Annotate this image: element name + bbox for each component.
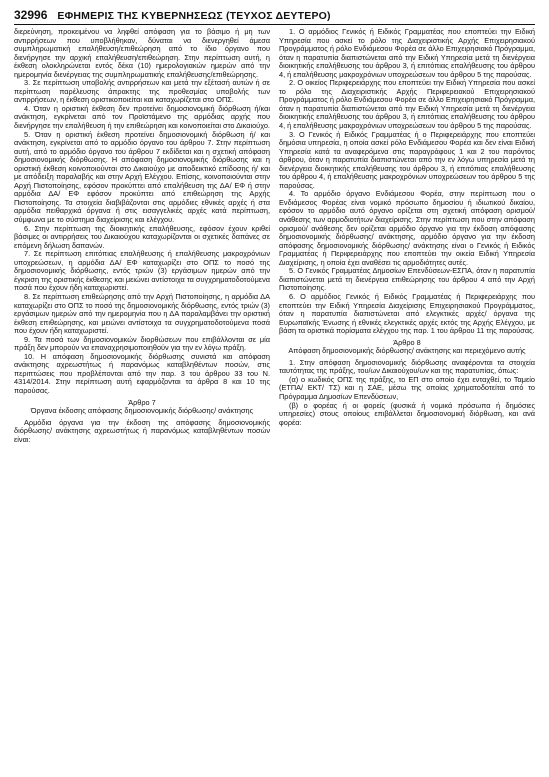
article-title: Απόφαση δημοσιονομικής διόρθωσης/ ανάκτησης και περιεχόμενο αυτής	[288, 346, 526, 356]
page-header	[14, 6, 535, 25]
paragraph: (α) ο κωδικός ΟΠΣ της πράξης, το ΕΠ στο οποίο έχει ενταχθεί, το Ταμείο (ΕΤΠΑ/ ΕΚΤ/ ΤΣ) και η ΣΑΕ, μέσω της οποίας χρηματοδοτείται από το Πρόγραμμα Δημοσίων Επενδύσεων,	[279, 374, 535, 401]
paragraph: 4. Όταν η οριστική έκθεση δεν προτείνει δημοσιονομική διόρθωση ή/και ανάκτηση, εγκρίνεται από τον Προϊστάμενο της αρμόδιας αρχής που διενήργησε την επαλήθευση ή την επιθεώρηση και κοινοποιείται στο Δικαιούχο.	[14, 103, 270, 131]
paragraph: 4. Το αρμόδιο όργανο Ενδιάμεσου Φορέα, στην περίπτωση που ο Ενδιάμεσος Φορέας είναι νομικό πρόσωπο δημοσίου ή ιδιωτικού δικαίου, εφόσον το αρμόδιο αυτό όργανο ορίζεται στη σχετική απόφαση ορισμού/ ανάθεσης των αρμοδιοτήτων διαχείρισης. Στην περίπτωση που στην απόφαση ορισμού/ ανάθεσης δεν ορίζεται αρμόδιο όργανο για την έκδοση απόφασης δημοσιονομικής διόρθωσης/ ανάκτησης, αρμόδιο όργανο για την έκδοση απόφασης δημοσιονομικής διόρθωσης/ ανάκτησης είναι ο Γενικός ή Ειδικός Γραμματέας ή Περιφερειάρχης που εποπτεύει την οικεία Ειδική Υπηρεσία Διαχείρισης, η οποία έχει αναθέσει τις αρμοδιότητες αυτές.	[279, 189, 535, 267]
paragraph: 1. Ο αρμόδιος Γενικός ή Ειδικός Γραμματέας που εποπτεύει την Ειδική Υπηρεσία που ασκεί το ρόλο της Διαχειριστικής Αρχής Επιχειρησιακού Προγράμματος ή ρόλο Ενδιάμεσου Φορέα σε άλλο Επιχειρησιακό Πρόγραμμα, όταν η παρατυπία διαπιστώνεται από την Ειδική Υπηρεσία μετά τη διενέργεια διοικητικής επαλήθευσης του άρθρου 3, ή επιτόπιας επαλήθευσης του άρθρου 4, ή επαλήθευσης μακροχρόνιων υποχρεώσεων του άρθρου 5 της παρούσας.	[279, 27, 535, 79]
article-heading	[279, 339, 535, 356]
article-number: Άρθρο 8	[393, 337, 421, 347]
paragraph: 1. Στην απόφαση δημοσιονομικής διόρθωσης αναφέρονται τα στοιχεία ταυτότητας της πράξης, του/ων Δικαιούχου/ων και της παρατυπίας, όπως:	[279, 357, 535, 376]
paragraph: 5. Όταν η οριστική έκθεση προτείνει δημοσιονομική διόρθωση ή/ και ανάκτηση, εγκρίνεται από το αρμόδιο όργανο του άρθρου 7. Στην περίπτωση αυτή, από το αρμόδιο όργανο του άρθρου 7 εκδίδεται και η σχετική απόφαση δημοσιονομικής διόρθωσης. Η απόφαση δημοσιονομικής διόρθωσης και η οριστική έκθεση κοινοποιούνται στο Δικαιούχο με αποδεικτικό επίδοσης ή/ και με απόδειξη παραλαβής και στην Αρχή Ελέγχου. Επίσης, κοινοποιούνται στην Αρχή Πιστοποίησης, εφόσον προκύπτει από επαλήθευση της ΔΑ/ ΕΦ ή στην αρμόδια ΔΑ/ ΕΦ εφόσον προκύπτει από επιθεώρηση της Αρχής Πιστοποίησης. Τα στοιχεία διαβιβάζονται στις αρμόδιες εθνικές αρχές ή στα αρμόδια πειθαρχικά όργανα ή στις εισαγγελικές αρχές κατά περίπτωση, σύμφωνα με το σύστημα διαχείρισης και ελέγχου.	[14, 129, 270, 225]
paragraph: Αρμόδια όργανα για την έκδοση της απόφασης δημοσιονομικής διόρθωσης/ ανάκτησης αχρεωστήτως ή παρανόμως καταβληθέντων ποσών είναι:	[14, 417, 270, 444]
paragraph: 6. Στην περίπτωση της διοικητικής επαλήθευσης, εφόσον έχουν κριθεί βάσιμες οι αντιρρήσεις του Δικαιούχου καταχωρίζονται οι σχετικές δαπάνες σε επόμενη δήλωση δαπανών.	[14, 223, 270, 250]
paragraph: 5. Ο Γενικός Γραμματέας Δημοσίων Επενδύσεων-ΕΣΠΑ, όταν η παρατυπία διαπιστώνεται μετά τη διενέργεια επιθεώρησης του άρθρου 4 από την Αρχή Πιστοποίησης.	[279, 266, 535, 293]
left-column	[14, 28, 270, 444]
gazette-title: ΕΦΗΜΕΡΙΣ ΤΗΣ ΚΥΒΕΡΝΗΣΕΩΣ (ΤΕΥΧΟΣ ΔΕΥΤΕΡΟ)	[57, 10, 331, 22]
page-number: 32996	[14, 8, 48, 22]
paragraph: 3. Σε περίπτωση υποβολής αντιρρήσεων και μετά την εξέτασή αυτών ή σε περίπτωση παρέλευσης άπρακτης της προθεσμίας υποβολής των αντιρρήσεων, η έκθεση οριστικοποιείται και καταχωρίζεται στο ΟΠΣ.	[14, 78, 270, 105]
article-number: Άρθρο 7	[128, 397, 156, 407]
right-column	[279, 28, 535, 427]
paragraph: 2. Ο οικείος Περιφερειάρχης που εποπτεύει την Ειδική Υπηρεσία που ασκεί το ρόλο της Διαχειριστικής Αρχής Περιφερειακού Επιχειρησιακού Προγράμματος ή ρόλο Ενδιάμεσου Φορέα σε άλλο Επιχειρησιακό Πρόγραμμα, όταν η παρατυπία διαπιστώνεται από την Ειδική Υπηρεσία μετά τη διενέργεια διοικητικής επαλήθευσης του άρθρου 3, ή επιτόπιας επαλήθευσης του άρθρου 4, ή επαλήθευσης μακροχρόνιων υποχρεώσεων του άρθρου 5 της παρούσας.	[279, 78, 535, 131]
paragraph: 8. Σε περίπτωση επιθεώρησης από την Αρχή Πιστοποίησης, η αρμόδια ΔΑ καταχωρίζει στο ΟΠΣ το ποσό της δημοσιονομικής διόρθωσης, εντός τριών (3) εργάσιμων ημερών από την ημερομηνία που η ΔΑ παραλαμβάνει την οριστική έκθεση επιθεώρησης, και μειώνει αντίστοιχα τα συγχρηματοδοτούμενα ποσά που έχουν ήδη καταχωριστεί.	[14, 291, 270, 336]
paragraph: διερεύνηση, προκειμένου να ληφθεί απόφαση για το βάσιμο ή μη των αντιρρήσεων που υποβλήθηκαν, δύναται να διενεργηθεί άμεσα συμπληρωματική επαλήθευση/επιθεώρηση από το ίδιο όργανο που διενήργησε την αρχική επαλήθευση/επιθεώρηση. Στην περίπτωση αυτή, η έκθεση ολοκληρώνεται εντός δέκα (10) ημερολογιακών ημερών από την ημερομηνία διενέργειας της συμπληρωματικής επαλήθευσης/επιθεώρησης.	[14, 27, 270, 79]
paragraph: (β) ο φορέας ή οι φορείς (φυσικά ή νομικά πρόσωπα ή δημόσιες υπηρεσίες) στους οποίους επιβάλλεται δημοσιονομική διόρθωση, και ανά φορέα:	[279, 400, 535, 427]
paragraph: 10. Η απόφαση δημοσιονομικής διόρθωσης συνιστά και απόφαση ανάκτησης αχρεωστήτως ή παρανόμως καταβληθέντων ποσών, στις περιπτώσεις που προβλέπονται από την παρ. 3 του άρθρου 33 του Ν. 4314/2014. Στην περίπτωση αυτή εφαρμόζονται τα άρθρα 8 και 10 της παρούσας.	[14, 351, 270, 395]
paragraph: 9. Τα ποσά των δημοσιονομικών διορθώσεων που επιβάλλονται σε μία πράξη δεν μπορούν να επαναχρησιμοποιηθούν για την εν λόγω πράξη.	[14, 334, 270, 353]
paragraph: 7. Σε περίπτωση επιτόπιας επαλήθευσης ή επαλήθευσης μακροχρόνιων υποχρεώσεων, η αρμόδια ΔΑ/ ΕΦ καταχωρίζει στο ΟΠΣ το ποσό της δημοσιονομικής διόρθωσης, εντός τριών (3) εργάσιμων ημερών από την έγκριση της οριστικής έκθεσης και μειώνει αντίστοιχα τα συγχρηματοδοτούμενα ποσά που έχουν ήδη καταχωριστεί.	[14, 249, 270, 293]
paragraph: 3. Ο Γενικός ή Ειδικός Γραμματέας ή ο Περιφερειάρχης που εποπτεύει δημόσια υπηρεσία, η οποία ασκεί ρόλο Ενδιάμεσου Φορέα και δεν είναι Ειδική Υπηρεσία κατά τα αναφερόμενα στις παραγράφους 1 και 2 του παρόντος άρθρου, όταν η παρατυπία διαπιστώνεται από την εν λόγω υπηρεσία μετά τη διενέργεια διοικητικής επαλήθευσης του άρθρου 3, ή επιτόπιας επαλήθευσης του άρθρου 4, ή επαλήθευσης μακροχρόνιων υποχρεώσεων του άρθρου 5 της παρούσας.	[279, 129, 535, 190]
article-heading	[14, 399, 270, 416]
paragraph: 6. Ο αρμόδιος Γενικός ή Ειδικός Γραμματέας ή Περιφερειάρχης που εποπτεύει την Ειδική Υπηρεσία Διαχείρισης Επιχειρησιακού Προγράμματος, όταν η παρατυπία διαπιστώνεται από ελεγκτικές αρχές/ όργανα της Ευρωπαϊκής Ένωσης ή εθνικές ελεγκτικές αρχές εκτός της Αρχής Ελέγχου, με βάση τα οριστικά πορίσματα ελέγχου της παρ. 1 του άρθρου 11 της παρούσας.	[279, 291, 535, 336]
article-title: Όργανα έκδοσης απόφασης δημοσιονομικής διόρθωσης/ ανάκτησης	[30, 406, 254, 416]
